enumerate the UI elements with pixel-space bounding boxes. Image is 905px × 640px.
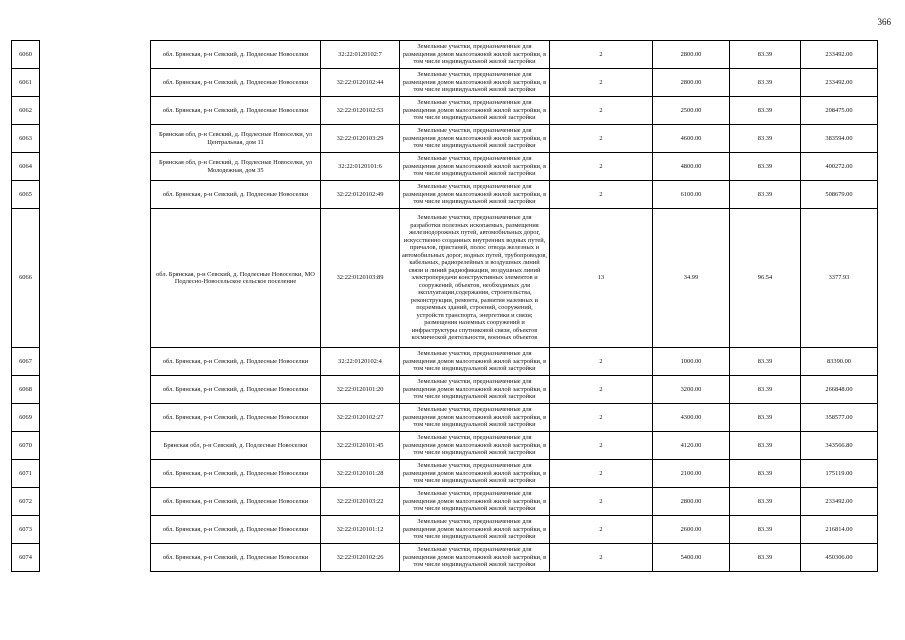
group-cell: 13	[550, 209, 653, 348]
spacer-cell	[40, 153, 151, 181]
land-use-cell: Земельные участки, предназначенные для размещения домов малоэтажной жилой застройки, в том числе индивидуальной жилой застройки	[400, 97, 550, 125]
rate-cell: 83.39	[730, 153, 801, 181]
land-use-cell: Земельные участки, предназначенные для размещения домов малоэтажной жилой застройки, в том числе индивидуальной жилой застройки	[400, 125, 550, 153]
row-number-cell: 6066	[12, 209, 40, 348]
cadastral-value-cell: 208475.00	[801, 97, 878, 125]
rate-cell: 83.39	[730, 181, 801, 209]
cadastral-value-cell: 3377.93	[801, 209, 878, 348]
cadastral-number-cell: 32:22:0120101:6	[321, 153, 400, 181]
rate-cell: 83.39	[730, 488, 801, 516]
table-body	[12, 41, 878, 572]
cadastral-value-cell: 233492.00	[801, 69, 878, 97]
address-cell: Брянская обл, р-н Севский, д. Подлесные Новоселки	[151, 432, 321, 460]
table-row	[12, 181, 878, 209]
table-row	[12, 348, 878, 376]
address-cell: обл. Брянская, р-н Севский, д. Подлесные Новоселки	[151, 404, 321, 432]
cadastral-number-cell: 32:22:0120103:89	[321, 209, 400, 348]
address-cell: обл. Брянская, р-н Севский, д. Подлесные Новоселки	[151, 69, 321, 97]
cadastral-number-cell: 32:22:0120102:49	[321, 181, 400, 209]
group-cell: 2	[550, 181, 653, 209]
cadastral-number-cell: 32:22:0120101:20	[321, 376, 400, 404]
land-use-cell: Земельные участки, предназначенные для размещения домов малоэтажной жилой застройки, в том числе индивидуальной жилой застройки	[400, 69, 550, 97]
spacer-cell	[40, 181, 151, 209]
cadastral-number-cell: 32:22:0120102:7	[321, 41, 400, 69]
land-use-cell: Земельные участки, предназначенные для размещения домов малоэтажной жилой застройки, в том числе индивидуальной жилой застройки	[400, 404, 550, 432]
group-cell: 2	[550, 544, 653, 572]
address-cell: обл. Брянская, р-н Севский, д. Подлесные Новоселки	[151, 97, 321, 125]
spacer-cell	[40, 544, 151, 572]
rate-cell: 83.39	[730, 544, 801, 572]
spacer-cell	[40, 376, 151, 404]
group-cell: 2	[550, 404, 653, 432]
land-use-cell: Земельные участки, предназначенные для размещения домов малоэтажной жилой застройки, в том числе индивидуальной жилой застройки	[400, 516, 550, 544]
table-row	[12, 488, 878, 516]
land-registry-table	[11, 40, 878, 572]
address-cell: обл. Брянская, р-н Севский, д. Подлесные Новоселки	[151, 488, 321, 516]
table-row	[12, 41, 878, 69]
rate-cell: 83.39	[730, 376, 801, 404]
cadastral-value-cell: 450306.00	[801, 544, 878, 572]
cadastral-value-cell: 508679.00	[801, 181, 878, 209]
table-row	[12, 460, 878, 488]
land-use-cell: Земельные участки, предназначенные для размещения домов малоэтажной жилой застройки, в том числе индивидуальной жилой застройки	[400, 181, 550, 209]
cadastral-number-cell: 32:22:0120101:12	[321, 516, 400, 544]
area-cell: 2800.00	[653, 488, 730, 516]
table-row	[12, 376, 878, 404]
group-cell: 2	[550, 125, 653, 153]
address-cell: обл. Брянская, р-н Севский, д. Подлесные Новоселки	[151, 376, 321, 404]
row-number-cell: 6068	[12, 376, 40, 404]
rate-cell: 83.39	[730, 97, 801, 125]
land-use-cell: Земельные участки, предназначенные для размещения домов малоэтажной жилой застройки, в том числе индивидуальной жилой застройки	[400, 544, 550, 572]
address-cell: обл. Брянская, р-н Севский, д. Подлесные Новоселки	[151, 460, 321, 488]
row-number-cell: 6073	[12, 516, 40, 544]
address-cell: обл. Брянская, р-н Севский, д. Подлесные Новоселки	[151, 181, 321, 209]
group-cell: 2	[550, 41, 653, 69]
table-row	[12, 544, 878, 572]
spacer-cell	[40, 488, 151, 516]
address-cell: обл. Брянская, р-н Севский, д. Подлесные Новоселки	[151, 516, 321, 544]
cadastral-value-cell: 383594.00	[801, 125, 878, 153]
group-cell: 2	[550, 516, 653, 544]
row-number-cell: 6061	[12, 69, 40, 97]
row-number-cell: 6067	[12, 348, 40, 376]
rate-cell: 83.39	[730, 460, 801, 488]
land-use-cell: Земельные участки, предназначенные для размещения домов малоэтажной жилой застройки, в том числе индивидуальной жилой застройки	[400, 153, 550, 181]
cadastral-number-cell: 32:22:0120102:26	[321, 544, 400, 572]
row-number-cell: 6064	[12, 153, 40, 181]
land-use-cell: Земельные участки, предназначенные для размещения домов малоэтажной жилой застройки, в том числе индивидуальной жилой застройки	[400, 488, 550, 516]
spacer-cell	[40, 97, 151, 125]
rate-cell: 83.39	[730, 69, 801, 97]
land-use-cell: Земельные участки, предназначенные для размещения домов малоэтажной жилой застройки, в том числе индивидуальной жилой застройки	[400, 348, 550, 376]
row-number-cell: 6063	[12, 125, 40, 153]
rate-cell: 83.39	[730, 41, 801, 69]
cadastral-value-cell: 358577.00	[801, 404, 878, 432]
cadastral-value-cell: 400272.00	[801, 153, 878, 181]
group-cell: 2	[550, 97, 653, 125]
spacer-cell	[40, 125, 151, 153]
cadastral-value-cell: 83390.00	[801, 348, 878, 376]
address-cell: обл. Брянская, р-н Севский, д. Подлесные Новоселки, МО Подлесно-Новосельское сельское поселение	[151, 209, 321, 348]
spacer-cell	[40, 41, 151, 69]
address-cell: Брянская обл, р-н Севский, д. Подлесные Новоселки, ул Молодежная, дом 35	[151, 153, 321, 181]
cadastral-number-cell: 32:22:0120103:22	[321, 488, 400, 516]
cadastral-value-cell: 216814.00	[801, 516, 878, 544]
area-cell: 2100.00	[653, 460, 730, 488]
row-number-cell: 6072	[12, 488, 40, 516]
land-use-cell: Земельные участки, предназначенные для разработки полезных ископаемых, размещения железнодорожных путей, автомобильных дорог, искусственно созданных внутренних водных путей, причалов, пристаней, полос отвода железных и автомобильных дорог, водных путей, трубопроводов, кабельных, радиорелейных и воздушных линий связи и линий радиофикации, воздушных линий электропередачи конструктивных элементов и сооружений, объектов, необходимых для эксплуатации,содержания, строительства, реконструкции, ремонта, развития наземных и подземных зданий, строений, сооружений, устройств транспорта, энергетики и связи; размещения наземных сооружений и инфраструктуры спутниковой связи, объектов космической деятельности, военных объектов	[400, 209, 550, 348]
area-cell: 4600.00	[653, 125, 730, 153]
group-cell: 2	[550, 488, 653, 516]
cadastral-number-cell: 32:22:0120101:28	[321, 460, 400, 488]
table-row	[12, 97, 878, 125]
land-use-cell: Земельные участки, предназначенные для размещения домов малоэтажной жилой застройки, в том числе индивидуальной жилой застройки	[400, 460, 550, 488]
page-number: 366	[877, 17, 891, 27]
area-cell: 2800.00	[653, 69, 730, 97]
area-cell: 4800.00	[653, 153, 730, 181]
spacer-cell	[40, 404, 151, 432]
area-cell: 1000.00	[653, 348, 730, 376]
rate-cell: 83.39	[730, 125, 801, 153]
cadastral-number-cell: 32:22:0120103:29	[321, 125, 400, 153]
spacer-cell	[40, 460, 151, 488]
table-row	[12, 153, 878, 181]
cadastral-number-cell: 32:22:0120101:45	[321, 432, 400, 460]
rate-cell: 83.39	[730, 348, 801, 376]
address-cell: Брянская обл, р-н Севский, д. Подлесные Новоселки, ул Центральная, дом 11	[151, 125, 321, 153]
row-number-cell: 6074	[12, 544, 40, 572]
cadastral-number-cell: 32:22:0120102:53	[321, 97, 400, 125]
rate-cell: 83.39	[730, 516, 801, 544]
area-cell: 6100.00	[653, 181, 730, 209]
cadastral-value-cell: 175119.00	[801, 460, 878, 488]
group-cell: 2	[550, 348, 653, 376]
row-number-cell: 6062	[12, 97, 40, 125]
cadastral-number-cell: 32:22:0120102:27	[321, 404, 400, 432]
cadastral-number-cell: 32:22:0120102:44	[321, 69, 400, 97]
area-cell: 5400.00	[653, 544, 730, 572]
address-cell: обл. Брянская, р-н Севский, д. Подлесные Новоселки	[151, 348, 321, 376]
row-number-cell: 6071	[12, 460, 40, 488]
cadastral-number-cell: 32:22:0120102:4	[321, 348, 400, 376]
group-cell: 2	[550, 460, 653, 488]
rate-cell: 96.54	[730, 209, 801, 348]
address-cell: обл. Брянская, р-н Севский, д. Подлесные Новоселки	[151, 41, 321, 69]
area-cell: 34.99	[653, 209, 730, 348]
table-row	[12, 516, 878, 544]
group-cell: 2	[550, 69, 653, 97]
group-cell: 2	[550, 376, 653, 404]
land-use-cell: Земельные участки, предназначенные для размещения домов малоэтажной жилой застройки, в том числе индивидуальной жилой застройки	[400, 376, 550, 404]
row-number-cell: 6060	[12, 41, 40, 69]
group-cell: 2	[550, 432, 653, 460]
area-cell: 3200.00	[653, 376, 730, 404]
cadastral-value-cell: 233492.00	[801, 488, 878, 516]
area-cell: 4300.00	[653, 404, 730, 432]
row-number-cell: 6070	[12, 432, 40, 460]
table-row	[12, 404, 878, 432]
spacer-cell	[40, 209, 151, 348]
address-cell: обл. Брянская, р-н Севский, д. Подлесные Новоселки	[151, 544, 321, 572]
rate-cell: 83.39	[730, 404, 801, 432]
cadastral-value-cell: 266848.00	[801, 376, 878, 404]
row-number-cell: 6069	[12, 404, 40, 432]
row-number-cell: 6065	[12, 181, 40, 209]
rate-cell: 83.39	[730, 432, 801, 460]
table-row	[12, 432, 878, 460]
area-cell: 4120.00	[653, 432, 730, 460]
spacer-cell	[40, 432, 151, 460]
spacer-cell	[40, 348, 151, 376]
table-row	[12, 209, 878, 348]
area-cell: 2800.00	[653, 41, 730, 69]
land-use-cell: Земельные участки, предназначенные для размещения домов малоэтажной жилой застройки, в том числе индивидуальной жилой застройки	[400, 41, 550, 69]
cadastral-value-cell: 343566.80	[801, 432, 878, 460]
spacer-cell	[40, 69, 151, 97]
cadastral-value-cell: 233492.00	[801, 41, 878, 69]
group-cell: 2	[550, 153, 653, 181]
table-row	[12, 125, 878, 153]
spacer-cell	[40, 516, 151, 544]
area-cell: 2600.00	[653, 516, 730, 544]
land-use-cell: Земельные участки, предназначенные для размещения домов малоэтажной жилой застройки, в том числе индивидуальной жилой застройки	[400, 432, 550, 460]
area-cell: 2500.00	[653, 97, 730, 125]
table-row	[12, 69, 878, 97]
